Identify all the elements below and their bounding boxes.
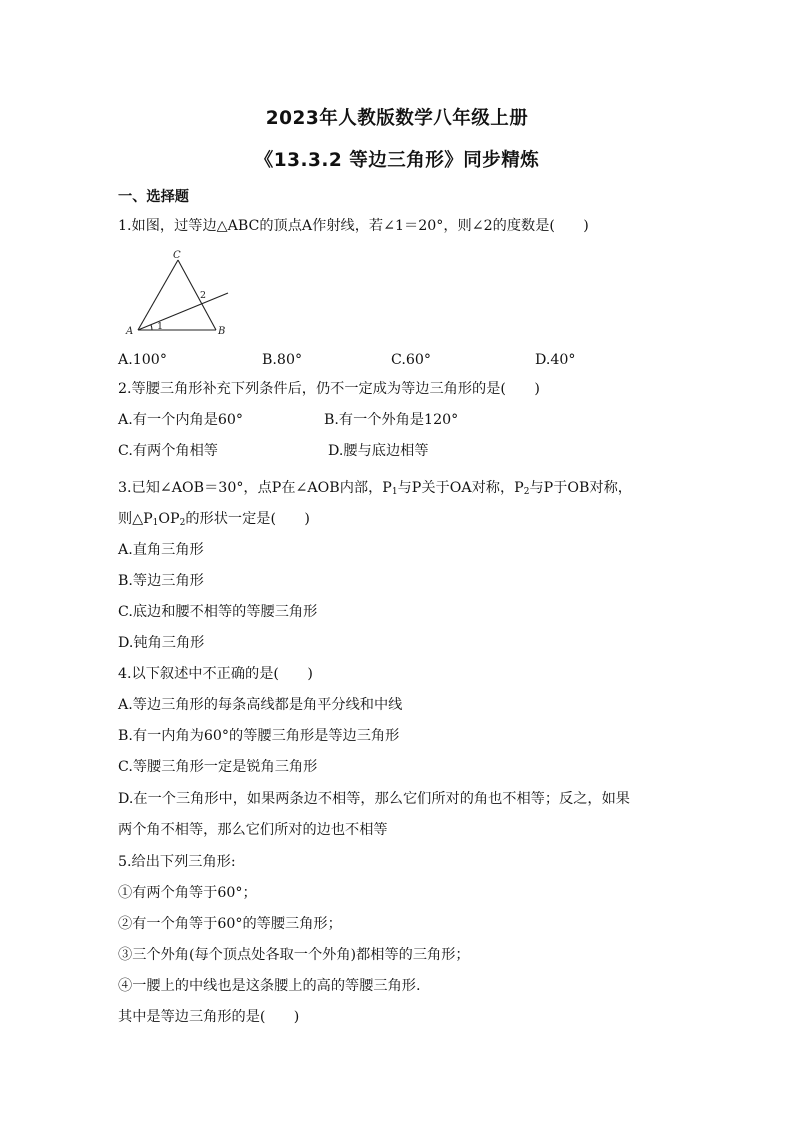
question-3-stem-line1: [118, 477, 632, 497]
q5-item-2: ②有一个角等于60°的等腰三角形；: [118, 916, 342, 932]
ray-from-a: [138, 293, 228, 330]
q2-option-a: A.有一个内角是60°: [118, 412, 244, 428]
q1-option-a: A.100°: [118, 352, 167, 368]
q3-subscript: 2: [179, 518, 186, 528]
triangle-figure: [118, 246, 236, 336]
question-4-stem: 4.以下叙述中不正确的是( ): [118, 666, 313, 682]
angle-1-arc: [151, 325, 152, 330]
q2-option-b: B.有一个外角是120°: [324, 412, 459, 428]
document-title: 2023年人教版数学八年级上册: [265, 108, 529, 129]
vertex-label-a: A: [126, 326, 134, 336]
q3-option-a: A.直角三角形: [118, 542, 204, 558]
q2-option-c: C.有两个角相等: [118, 443, 218, 459]
q4-option-a: A.等边三角形的每条高线都是角平分线和中线: [118, 697, 403, 713]
q3-text-part: 则△P: [118, 511, 153, 527]
q4-option-c: C.等腰三角形一定是锐角三角形: [118, 759, 318, 775]
q3-subscript: 1: [391, 487, 398, 497]
q1-option-c: C.60°: [391, 352, 432, 368]
q5-item-4: ④一腰上的中线也是这条腰上的高的等腰三角形.: [118, 978, 421, 994]
q3-subscript: 1: [152, 518, 159, 528]
q3-option-d: D.钝角三角形: [118, 635, 205, 651]
q3-option-c: C.底边和腰不相等的等腰三角形: [118, 604, 318, 620]
q3-text-part: OP: [158, 511, 180, 527]
q3-option-b: B.等边三角形: [118, 573, 204, 589]
question-3-stem-line2: [118, 508, 310, 528]
q3-text-part: 与P关于OA对称，P: [397, 480, 524, 496]
triangle-side-ac: [138, 260, 178, 330]
q4-option-b: B.有一内角为60°的等腰三角形是等边三角形: [118, 728, 400, 744]
q5-question: 其中是等边三角形的是( ): [118, 1009, 300, 1025]
q4-option-d: D.在一个三角形中，如果两条边不相等，那么它们所对的角也不相等；反之，如果: [118, 791, 630, 807]
question-5-stem: 5.给出下列三角形:: [118, 854, 236, 870]
question-2-stem: 2.等腰三角形补充下列条件后，仍不一定成为等边三角形的是( ): [118, 381, 540, 397]
q1-option-b: B.80°: [262, 352, 303, 368]
q2-option-d: D.腰与底边相等: [328, 443, 429, 459]
q3-text-part: 的形状一定是( ): [185, 511, 310, 527]
vertex-label-c: C: [173, 250, 181, 261]
q3-text-part: 3.已知∠AOB＝30°，点P在∠AOB内部，P: [118, 480, 392, 496]
q5-item-3: ③三个外角(每个顶点处各取一个外角)都相等的三角形；: [118, 947, 470, 963]
q5-item-1: ①有两个角等于60°；: [118, 885, 257, 901]
angle-label-1: 1: [157, 321, 164, 332]
vertex-label-b: B: [218, 326, 226, 336]
angle-label-2: 2: [200, 290, 207, 301]
triangle-side-cb: [178, 260, 216, 330]
q3-text-part: 与P于OB对称，: [529, 480, 632, 496]
q3-subscript: 2: [523, 487, 530, 497]
question-1-stem: 1.如图，过等边△ABC的顶点A作射线，若∠1＝20°，则∠2的度数是( ): [118, 218, 589, 234]
document-subtitle: 《13.3.2 等边三角形》同步精炼: [254, 150, 540, 171]
q4-option-d-continued: 两个角不相等，那么它们所对的边也不相等: [118, 822, 388, 838]
q1-option-d: D.40°: [535, 352, 576, 368]
section-heading: 一、选择题: [118, 189, 189, 205]
